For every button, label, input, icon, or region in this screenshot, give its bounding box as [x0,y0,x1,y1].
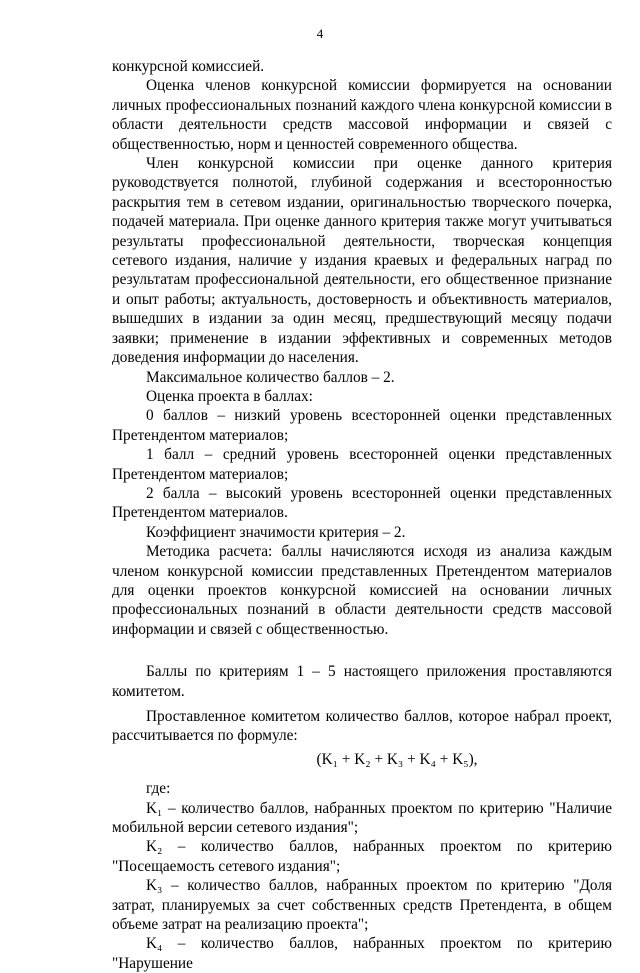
where-label: где: [146,780,171,798]
formula: (K₁ + K₂ + K₃ + K₄ + K₅), [316,750,478,768]
spacer [112,639,612,662]
definition-item: K₃ – количество баллов, набранных проектом по критерию "Доля затрат, планируемых за счет собственных средств Претендента, в общем объеме затрат на реализацию проекта"; [112,877,612,934]
document-body [112,57,612,973]
paragraph: конкурсной комиссией. [112,58,265,75]
definition-item: K₁ – количество баллов, набранных проектом по критерию "Наличие мобильной версии сетевого издания"; [112,799,612,837]
paragraph: Оценка проекта в баллах: [146,387,313,405]
paragraph: Член конкурсной комиссии при оценке данного критерия руководствуется полнотой, глубиной содержания и всесторонностью раскрытия тем в сетевом издании, оригинальностью творческого почерка, подачей материала. При оценке данного критерия также могут учитываться результаты профессиональной деятельности, творческая концепция сетевого издания, наличие у издания краевых и федеральных наград по результатам профессиональной деятельности, его общественное признание и опыт работы; актуальность, достоверность и объективность материалов, вышедших в издании за один месяц, предшествующий месяцу подачи заявки; применение в издании эффективных и современных методов доведения информации до населения. [112,155,612,367]
paragraph: 2 балла – высокий уровень всесторонней оценки представленных Претендентом материалов. [112,484,612,522]
page-number: 4 [316,26,324,41]
paragraph: Коэффициент значимости критерия – 2. [146,523,406,541]
paragraph: Методика расчета: баллы начисляются исходя из анализа каждым членом конкурсной комиссии представленных Претендентом материалов для оценки проектов конкурсной комиссией на основании личных профессиональных познаний в области деятельности средств массовой информации и связей с общественностью. [112,543,612,638]
paragraph: Оценка членов конкурсной комиссии формируется на основании личных профессиональных познаний каждого члена конкурсной комиссии в области деятельности средств массовой информации и связей с общественностью, норм и ценностей современного общества. [112,77,612,153]
definition-item: K₄ – количество баллов, набранных проектом по критерию "Нарушение [112,935,612,972]
paragraph: 1 балл – средний уровень всесторонней оценки представленных Претендентом материалов; [112,446,612,483]
paragraph: Баллы по критериям 1 – 5 настоящего приложения проставляются комитетом. [112,663,612,700]
paragraph: 0 баллов – низкий уровень всесторонней оценки представленных Претендентом материалов; [112,407,612,444]
paragraph: Проставленное комитетом количество баллов, которое набрал проект, рассчитывается по формуле: [112,708,612,745]
paragraph: Максимальное количество баллов – 2. [146,368,395,386]
definition-item: K₂ – количество баллов, набранных проектом по критерию "Посещаемость сетевого издания"; [112,838,612,875]
